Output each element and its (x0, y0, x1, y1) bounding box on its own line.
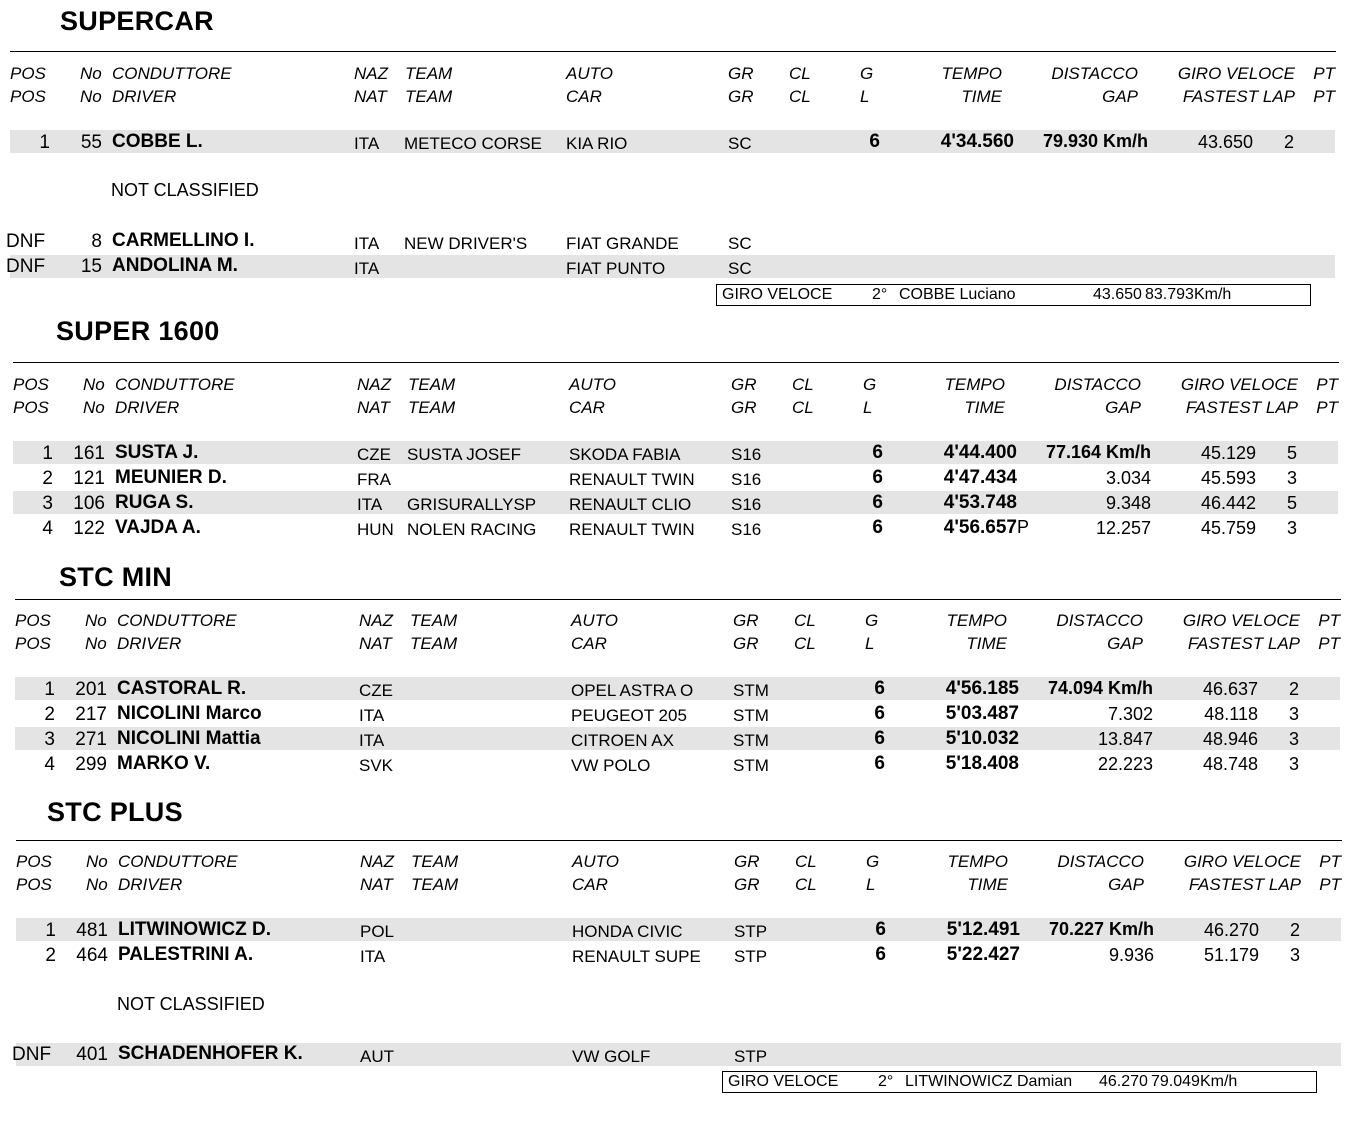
gap-cell: 74.094 Km/h (1047, 678, 1153, 698)
points-cell: 3 (1288, 729, 1299, 749)
car-cell: VW POLO (571, 756, 651, 775)
header-time-en: TIME (966, 634, 1007, 653)
group-cell: S16 (731, 470, 762, 489)
section-title: SUPER 1600 (56, 316, 220, 346)
header-pos-it: POS (10, 64, 46, 83)
pos-cell: 1 (44, 679, 55, 700)
car-number-cell: 8 (91, 231, 102, 252)
section-title: SUPERCAR (60, 6, 214, 36)
header-pt-en: PT (1318, 634, 1340, 653)
header-nat-en: NAT (357, 398, 390, 417)
header-no-it: No (85, 611, 107, 630)
points-cell: 2 (1288, 679, 1299, 699)
fastest-lap-cell: 45.129 (1200, 443, 1256, 463)
gap-cell: 7.302 (1107, 704, 1153, 724)
header-gap-it: DISTACCO (1056, 611, 1143, 630)
header-pos-en: POS (16, 875, 52, 894)
fastest-lap-label: GIRO VELOCE (722, 286, 833, 303)
laps-cell: 6 (869, 131, 880, 152)
header-cl-en: CL (794, 634, 816, 653)
pos-cell: 4 (44, 754, 55, 775)
header-car-it: AUTO (566, 64, 613, 83)
driver-cell: RUGA S. (115, 492, 194, 513)
header-fastest-en: FASTEST LAP (1188, 875, 1301, 894)
header-driver-it: CONDUTTORE (118, 852, 238, 871)
header-nat-it: NAZ (360, 852, 394, 871)
car-cell: FIAT PUNTO (566, 259, 666, 278)
car-cell: RENAULT CLIO (569, 495, 692, 514)
group-cell: S16 (731, 445, 762, 464)
nat-cell: FRA (357, 470, 391, 489)
penalty-flag: P (1017, 517, 1030, 537)
time-cell: 5'12.491 (946, 919, 1020, 940)
fastest-lap-driver: COBBE Luciano (899, 286, 1016, 303)
nat-cell: POL (360, 922, 395, 941)
car-cell: SKODA FABIA (569, 445, 681, 464)
header-cl-it: CL (792, 375, 814, 394)
nat-cell: ITA (360, 947, 386, 966)
driver-cell: MEUNIER D. (115, 467, 227, 488)
car-number-cell: 271 (75, 729, 107, 750)
points-cell: 2 (1283, 132, 1294, 152)
header-laps-en: L (866, 875, 876, 894)
driver-cell: PALESTRINI A. (118, 944, 254, 965)
header-laps-en: L (865, 634, 875, 653)
fastest-lap-cell: 46.442 (1200, 493, 1256, 513)
header-team-it: TEAM (405, 64, 453, 83)
laps-cell: 6 (874, 678, 885, 699)
header-cl-it: CL (794, 611, 816, 630)
gap-cell: 9.348 (1105, 493, 1151, 513)
car-cell: RENAULT TWIN (569, 520, 695, 539)
team-cell: NOLEN RACING (407, 520, 537, 539)
points-cell: 2 (1289, 920, 1300, 940)
car-number-cell: 401 (76, 1044, 108, 1065)
not-classified-label: NOT CLASSIFIED (111, 180, 259, 200)
car-cell: RENAULT TWIN (569, 470, 695, 489)
header-cl-en: CL (795, 875, 817, 894)
header-fastest-en: FASTEST LAP (1185, 398, 1298, 417)
pos-cell: 3 (42, 493, 53, 514)
header-gap-en: GAP (1107, 634, 1143, 653)
nat-cell: CZE (357, 445, 391, 464)
group-cell: SC (728, 259, 752, 278)
nat-cell: ITA (359, 706, 385, 725)
section-divider (10, 51, 1336, 52)
header-pt-it: PT (1318, 611, 1340, 630)
pos-cell: 2 (44, 704, 55, 725)
header-pt-it: PT (1316, 375, 1338, 394)
header-gap-it: DISTACCO (1057, 852, 1144, 871)
time-cell: 5'22.427 (946, 944, 1020, 965)
header-fastest-it: GIRO VELOCE (1180, 375, 1298, 394)
gap-cell: 13.847 (1097, 729, 1153, 749)
header-car-en: CAR (571, 634, 607, 653)
laps-cell: 6 (872, 492, 883, 513)
car-number-cell: 106 (73, 493, 105, 514)
header-gr-en: GR (728, 87, 754, 106)
gap-cell: 3.034 (1105, 468, 1151, 488)
fastest-lap-speed: 79.049Km/h (1151, 1073, 1238, 1090)
pos-cell: DNF (12, 1044, 52, 1065)
header-time-it: TEMPO (944, 375, 1005, 394)
group-cell: S16 (731, 520, 762, 539)
time-cell: 4'56.657 (943, 517, 1017, 538)
header-pos-it: POS (13, 375, 49, 394)
header-laps-it: G (860, 64, 874, 83)
gap-cell: 12.257 (1095, 518, 1151, 538)
header-time-it: TEMPO (946, 611, 1007, 630)
header-car-it: AUTO (572, 852, 619, 871)
header-time-it: TEMPO (947, 852, 1008, 871)
fastest-lap-label: GIRO VELOCE (728, 1073, 839, 1090)
car-cell: PEUGEOT 205 (571, 706, 687, 725)
gap-cell: 77.164 Km/h (1045, 442, 1151, 462)
laps-cell: 6 (874, 753, 885, 774)
header-pos-it: POS (15, 611, 51, 630)
header-driver-en: DRIVER (118, 875, 183, 894)
car-number-cell: 217 (75, 704, 107, 725)
gap-cell: 79.930 Km/h (1042, 131, 1148, 151)
fastest-lap-cell: 51.179 (1203, 945, 1259, 965)
driver-cell: NICOLINI Marco (117, 703, 262, 724)
pos-cell: 1 (42, 443, 53, 464)
fastest-lap-speed: 83.793Km/h (1145, 286, 1232, 303)
nat-cell: SVK (359, 756, 394, 775)
header-fastest-en: FASTEST LAP (1182, 87, 1295, 106)
fastest-lap-driver: LITWINOWICZ Damian (905, 1073, 1073, 1090)
header-nat-en: NAT (354, 87, 387, 106)
driver-cell: CARMELLINO I. (112, 230, 255, 251)
group-cell: SC (728, 134, 752, 153)
time-cell: 4'44.400 (943, 442, 1017, 463)
fastest-lap-time: 46.270 (1099, 1073, 1148, 1090)
header-no-en: No (86, 875, 108, 894)
header-no-en: No (80, 87, 102, 106)
driver-cell: CASTORAL R. (117, 678, 247, 699)
laps-cell: 6 (872, 467, 883, 488)
points-cell: 3 (1288, 754, 1299, 774)
header-driver-en: DRIVER (112, 87, 177, 106)
nat-cell: ITA (357, 495, 383, 514)
header-gr-it: GR (728, 64, 754, 83)
header-time-it: TEMPO (941, 64, 1002, 83)
driver-cell: VAJDA A. (115, 517, 201, 538)
time-cell: 5'03.487 (945, 703, 1019, 724)
fastest-lap-cell: 48.946 (1202, 729, 1258, 749)
header-nat-en: NAT (359, 634, 392, 653)
section-divider (15, 599, 1341, 600)
header-nat-it: NAZ (354, 64, 388, 83)
fastest-lap-cell: 48.118 (1204, 704, 1258, 724)
laps-cell: 6 (874, 728, 885, 749)
header-team-en: TEAM (408, 398, 456, 417)
group-cell: STM (733, 756, 769, 775)
time-cell: 4'56.185 (945, 678, 1019, 699)
section-divider (16, 840, 1342, 841)
car-number-cell: 121 (73, 468, 105, 489)
points-cell: 5 (1286, 493, 1297, 513)
header-gr-en: GR (731, 398, 757, 417)
header-team-en: TEAM (405, 87, 453, 106)
header-cl-it: CL (795, 852, 817, 871)
header-car-it: AUTO (569, 375, 616, 394)
header-no-en: No (85, 634, 107, 653)
header-cl-en: CL (789, 87, 811, 106)
points-cell: 5 (1286, 443, 1297, 463)
team-cell: GRISURALLYSP (407, 495, 537, 514)
header-gr-en: GR (734, 875, 760, 894)
team-cell: SUSTA JOSEF (407, 445, 521, 464)
section-title: STC MIN (59, 562, 173, 592)
header-pos-it: POS (16, 852, 52, 871)
header-no-it: No (86, 852, 108, 871)
time-cell: 5'10.032 (945, 728, 1019, 749)
not-classified-label: NOT CLASSIFIED (117, 994, 265, 1014)
fastest-lap-time: 43.650 (1093, 286, 1142, 303)
car-cell: CITROEN AX (571, 731, 674, 750)
header-car-en: CAR (566, 87, 602, 106)
header-cl-it: CL (789, 64, 811, 83)
driver-cell: LITWINOWICZ D. (118, 919, 272, 940)
header-laps-it: G (863, 375, 877, 394)
header-nat-en: NAT (360, 875, 393, 894)
header-pt-en: PT (1316, 398, 1338, 417)
car-cell: RENAULT SUPE (572, 947, 701, 966)
car-number-cell: 201 (75, 679, 107, 700)
header-gap-it: DISTACCO (1054, 375, 1141, 394)
header-gap-en: GAP (1102, 87, 1138, 106)
header-pos-en: POS (10, 87, 46, 106)
nat-cell: HUN (357, 520, 394, 539)
laps-cell: 6 (874, 703, 885, 724)
gap-cell: 9.936 (1108, 945, 1154, 965)
header-gr-it: GR (731, 375, 757, 394)
header-gr-it: GR (734, 852, 760, 871)
header-gap-en: GAP (1108, 875, 1144, 894)
driver-cell: NICOLINI Mattia (117, 728, 261, 749)
header-fastest-en: FASTEST LAP (1187, 634, 1300, 653)
fastest-lap-box (716, 284, 1311, 306)
car-number-cell: 299 (75, 754, 107, 775)
group-cell: STP (734, 1047, 768, 1066)
gap-cell: 22.223 (1097, 754, 1153, 774)
nat-cell: ITA (359, 731, 385, 750)
group-cell: STM (733, 731, 769, 750)
header-gap-en: GAP (1105, 398, 1141, 417)
pos-cell: DNF (6, 256, 46, 277)
group-cell: S16 (731, 495, 762, 514)
header-pt-it: PT (1313, 64, 1335, 83)
car-number-cell: 15 (80, 256, 102, 277)
pos-cell: 3 (44, 729, 55, 750)
fastest-lap-lap: 2° (872, 286, 888, 303)
header-laps-it: G (866, 852, 880, 871)
time-cell: 5'18.408 (945, 753, 1019, 774)
fastest-lap-cell: 48.748 (1202, 754, 1258, 774)
laps-cell: 6 (875, 944, 886, 965)
section-divider (13, 362, 1339, 363)
points-cell: 3 (1286, 518, 1297, 538)
time-cell: 4'47.434 (943, 467, 1017, 488)
pos-cell: 2 (45, 945, 56, 966)
points-cell: 3 (1289, 945, 1300, 965)
pos-cell: 1 (39, 132, 50, 153)
car-cell: KIA RIO (566, 134, 628, 153)
header-laps-en: L (860, 87, 870, 106)
car-cell: HONDA CIVIC (572, 922, 683, 941)
fastest-lap-cell: 45.759 (1200, 518, 1256, 538)
header-car-en: CAR (569, 398, 605, 417)
header-fastest-it: GIRO VELOCE (1177, 64, 1295, 83)
nat-cell: ITA (354, 134, 380, 153)
car-cell: OPEL ASTRA O (571, 681, 694, 700)
pos-cell: DNF (6, 231, 46, 252)
header-pt-en: PT (1313, 87, 1335, 106)
car-number-cell: 122 (73, 518, 105, 539)
header-car-it: AUTO (571, 611, 618, 630)
header-team-en: TEAM (411, 875, 459, 894)
header-time-en: TIME (964, 398, 1005, 417)
header-nat-it: NAZ (357, 375, 391, 394)
header-gr-en: GR (733, 634, 759, 653)
nat-cell: ITA (354, 259, 380, 278)
fastest-lap-cell: 46.637 (1202, 679, 1258, 699)
car-number-cell: 481 (76, 920, 108, 941)
laps-cell: 6 (872, 517, 883, 538)
pos-cell: 1 (45, 920, 56, 941)
car-number-cell: 464 (76, 945, 108, 966)
fastest-lap-lap: 2° (878, 1073, 894, 1090)
team-cell: METECO CORSE (404, 134, 542, 153)
nat-cell: CZE (359, 681, 393, 700)
nat-cell: AUT (360, 1047, 394, 1066)
header-fastest-it: GIRO VELOCE (1182, 611, 1300, 630)
driver-cell: MARKO V. (117, 753, 211, 774)
driver-cell: SUSTA J. (115, 442, 199, 463)
gap-cell: 70.227 Km/h (1048, 919, 1154, 939)
group-cell: SC (728, 234, 752, 253)
header-no-en: No (83, 398, 105, 417)
car-cell: FIAT GRANDE (566, 234, 679, 253)
header-pt-en: PT (1319, 875, 1341, 894)
header-laps-en: L (863, 398, 873, 417)
header-gap-it: DISTACCO (1051, 64, 1138, 83)
header-driver-it: CONDUTTORE (115, 375, 235, 394)
fastest-lap-box (722, 1071, 1317, 1093)
group-cell: STM (733, 706, 769, 725)
car-number-cell: 55 (80, 132, 102, 153)
group-cell: STM (733, 681, 769, 700)
header-driver-en: DRIVER (115, 398, 180, 417)
driver-cell: ANDOLINA M. (112, 255, 238, 276)
laps-cell: 6 (875, 919, 886, 940)
header-team-it: TEAM (408, 375, 456, 394)
fastest-lap-cell: 43.650 (1197, 132, 1253, 152)
time-cell: 4'53.748 (943, 492, 1017, 513)
points-cell: 3 (1286, 468, 1297, 488)
car-cell: VW GOLF (572, 1047, 651, 1066)
header-driver-it: CONDUTTORE (112, 64, 232, 83)
header-team-en: TEAM (410, 634, 458, 653)
header-car-en: CAR (572, 875, 608, 894)
header-pos-en: POS (13, 398, 49, 417)
header-laps-it: G (865, 611, 879, 630)
header-team-it: TEAM (411, 852, 459, 871)
driver-cell: SCHADENHOFER K. (118, 1043, 303, 1064)
header-pt-it: PT (1319, 852, 1341, 871)
header-pos-en: POS (15, 634, 51, 653)
fastest-lap-cell: 46.270 (1203, 920, 1259, 940)
header-gr-it: GR (733, 611, 759, 630)
pos-cell: 4 (42, 518, 53, 539)
section-title: STC PLUS (47, 797, 183, 827)
time-cell: 4'34.560 (940, 131, 1014, 152)
nat-cell: ITA (354, 234, 380, 253)
header-no-it: No (80, 64, 102, 83)
group-cell: STP (734, 922, 768, 941)
pos-cell: 2 (42, 468, 53, 489)
header-fastest-it: GIRO VELOCE (1183, 852, 1301, 871)
header-driver-en: DRIVER (117, 634, 182, 653)
laps-cell: 6 (872, 442, 883, 463)
group-cell: STP (734, 947, 768, 966)
header-time-en: TIME (967, 875, 1008, 894)
points-cell: 3 (1288, 704, 1299, 724)
fastest-lap-cell: 45.593 (1200, 468, 1256, 488)
header-nat-it: NAZ (359, 611, 393, 630)
team-cell: NEW DRIVER'S (404, 234, 528, 253)
header-cl-en: CL (792, 398, 814, 417)
header-time-en: TIME (961, 87, 1002, 106)
header-driver-it: CONDUTTORE (117, 611, 237, 630)
driver-cell: COBBE L. (112, 131, 203, 152)
car-number-cell: 161 (73, 443, 105, 464)
header-team-it: TEAM (410, 611, 458, 630)
header-no-it: No (83, 375, 105, 394)
